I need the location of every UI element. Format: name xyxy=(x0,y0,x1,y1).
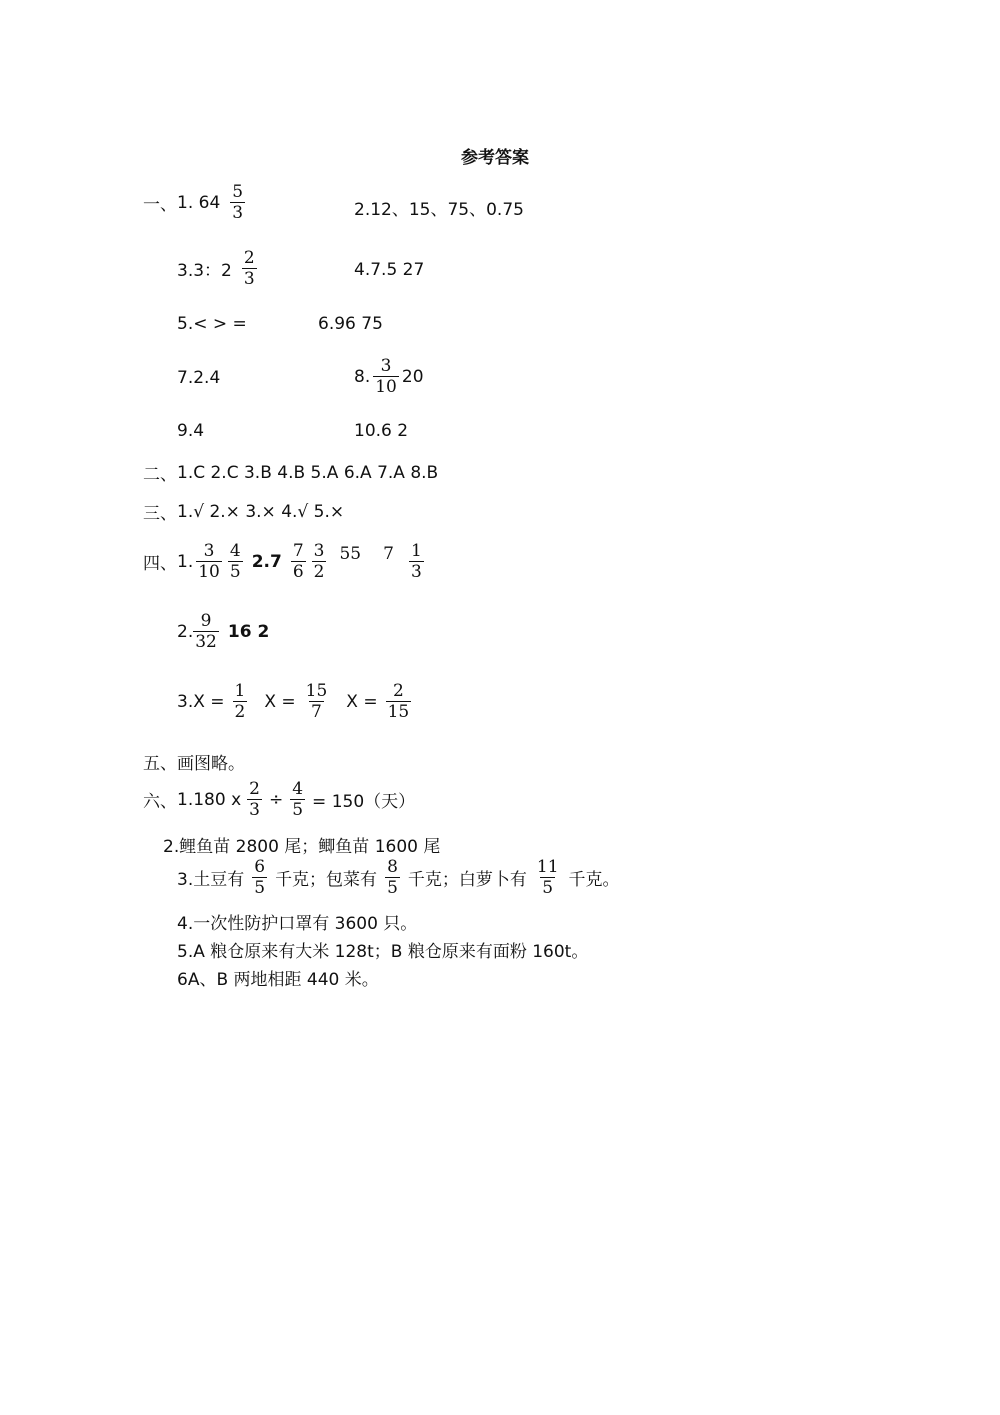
fraction: $\frac{2}{15}$ xyxy=(387,681,410,722)
fraction: $\frac{3}{10}$ xyxy=(198,541,220,582)
section-5: 五、 画图略。 xyxy=(143,754,245,774)
fraction: $\frac{3}{2}$ xyxy=(313,541,325,582)
fraction: $\frac{1}{3}$ xyxy=(410,541,422,582)
fraction: $\frac{9}{32}$ xyxy=(195,611,217,652)
section-4-q1: 四、 1. $\frac{3}{10}$ $\frac{4}{5}$ 2.7 $\frac{7}{6}$ $\frac{3}{2}$ 55 7 $\frac{1}{3}$ xyxy=(143,541,422,582)
section-1-q5: 5.< > = xyxy=(177,314,247,334)
fraction: $\frac{15}{7}$ xyxy=(305,681,328,722)
fraction: $\frac{5}{3}$ xyxy=(232,182,244,223)
section-1-q8: 8. $\frac{3}{10}$ 20 xyxy=(354,356,424,397)
fraction: $\frac{11}{5}$ xyxy=(536,857,559,898)
page-title: 参考答案 xyxy=(461,148,529,168)
fraction: $\frac{7}{6}$ xyxy=(292,541,304,582)
section-4-q3: 3.X = $\frac{1}{2}$ X = $\frac{15}{7}$ X = $\frac{2}{15}$ xyxy=(177,681,410,722)
section-6-q4: 4.一次性防护口罩有 3600 只。 xyxy=(177,914,418,934)
fraction: $\frac{2}{3}$ xyxy=(249,779,260,820)
section-4-q2: 2. $\frac{9}{32}$ 16 2 xyxy=(177,611,270,652)
fraction: $\frac{4}{5}$ xyxy=(229,541,241,582)
section-6-q6: 6A、B 两地相距 440 米。 xyxy=(177,970,379,990)
fraction: $\frac{3}{10}$ xyxy=(375,356,397,397)
section-2: 二、 1.C 2.C 3.B 4.B 5.A 6.A 7.A 8.B xyxy=(143,462,439,485)
section-6-q5: 5.A 粮仓原来有大米 128t；B 粮仓原来有面粉 160t。 xyxy=(177,942,589,962)
section-1-q1: 一、 1. 64 $\frac{5}{3}$ xyxy=(143,182,244,223)
section-1-q10: 10.6 2 xyxy=(354,421,409,441)
fraction: $\frac{4}{5}$ xyxy=(292,779,304,820)
section-1-q9: 9.4 xyxy=(177,421,205,441)
section-3: 三、 1.√ 2.× 3.× 4.√ 5.× xyxy=(143,501,345,524)
section-6-q2: 2.鲤鱼苗 2800 尾；鲫鱼苗 1600 尾 xyxy=(163,837,441,857)
fraction: $\frac{2}{3}$ xyxy=(243,248,255,289)
section-1-q3: 3.3：2 $\frac{2}{3}$ xyxy=(177,248,255,289)
section-1-q7: 7.2.4 xyxy=(177,368,221,388)
section-1-q6: 6.96 75 xyxy=(318,314,383,334)
section-6-q3: 3.土豆有 $\frac{6}{5}$ 千克；包菜有 $\frac{8}{5}$ 千克；白萝卜有 $\frac{11}{5}$ 千克。 xyxy=(177,857,620,898)
fraction: $\frac{6}{5}$ xyxy=(254,857,266,898)
fraction: $\frac{8}{5}$ xyxy=(387,857,398,898)
section-1-q4: 4.7.5 27 xyxy=(354,260,425,280)
fraction: $\frac{1}{2}$ xyxy=(234,681,246,722)
section-6-q1: 六、 1.180 x $\frac{2}{3}$ ÷ $\frac{4}{5}$ = 150（天） xyxy=(143,779,416,820)
section-1-q2: 2.12、15、75、0.75 xyxy=(354,200,524,220)
